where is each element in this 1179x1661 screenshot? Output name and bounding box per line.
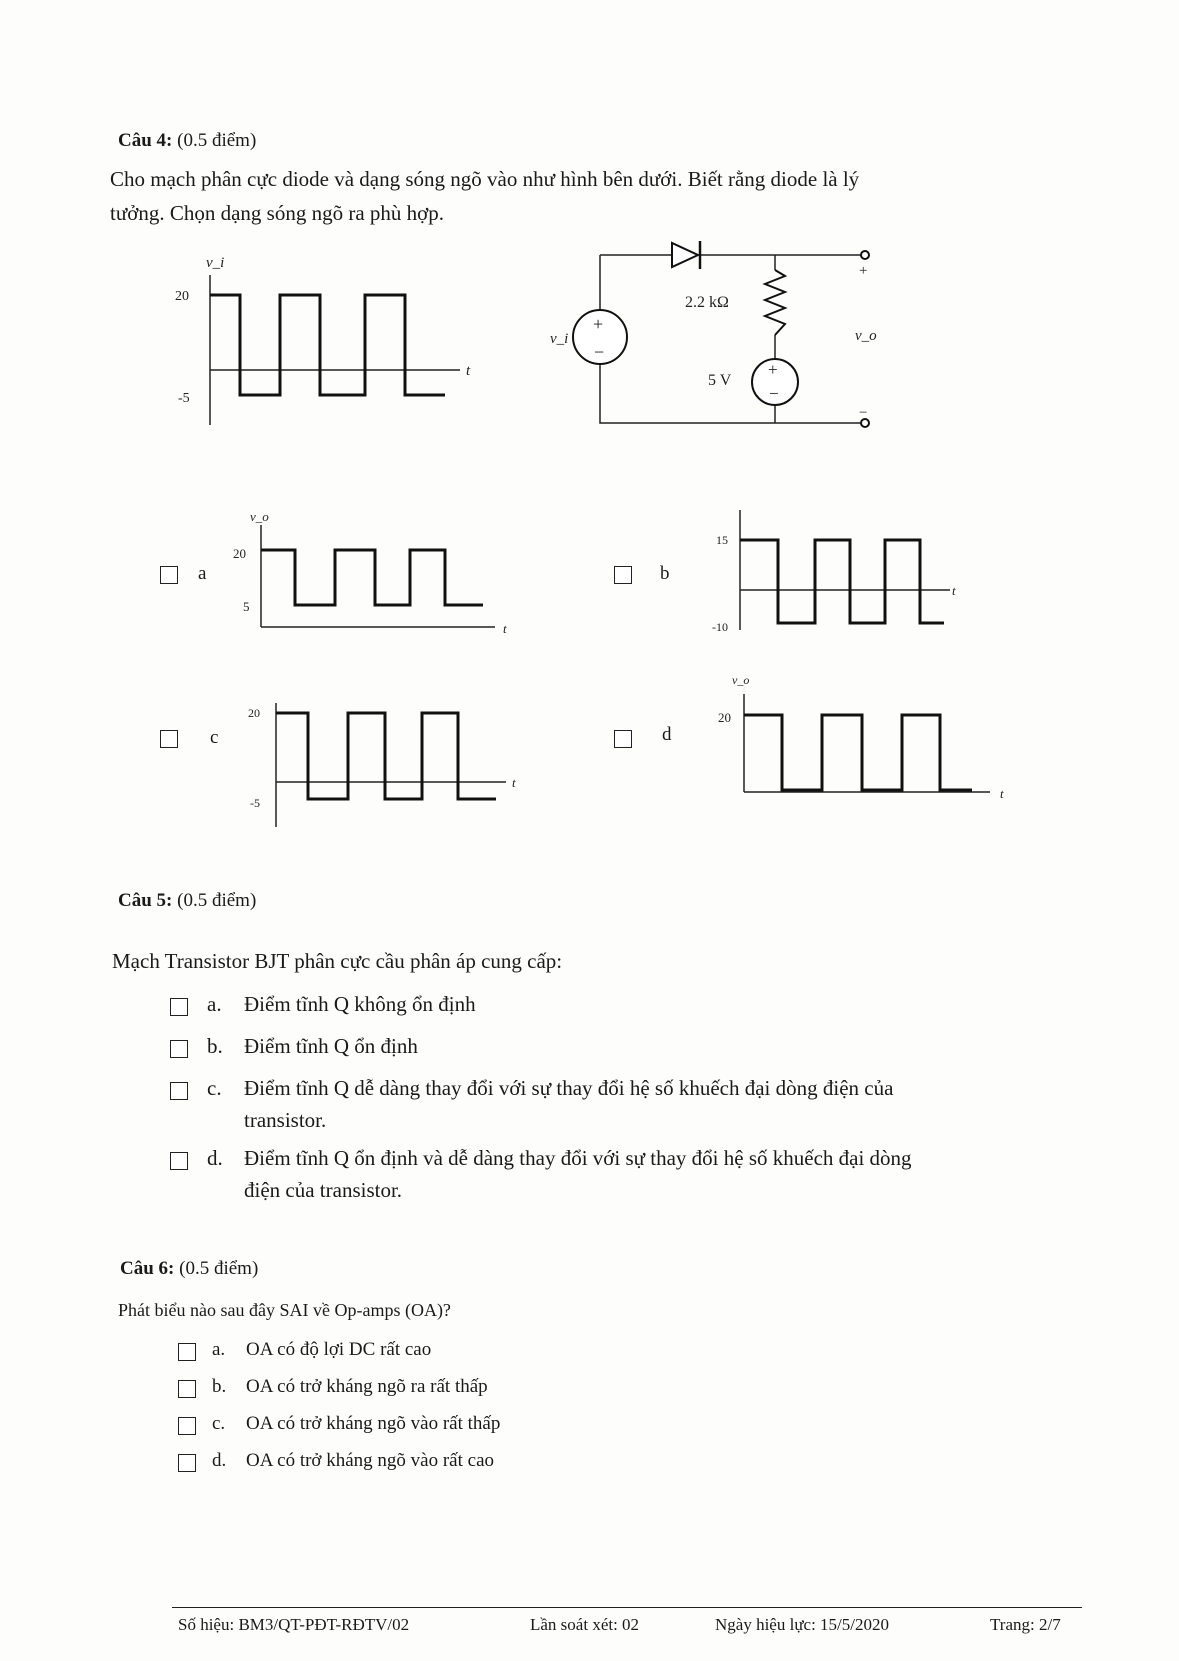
opt-c-trace xyxy=(276,713,496,799)
input-source-icon xyxy=(573,310,627,364)
resistor-label: 2.2 kΩ xyxy=(685,294,729,311)
opt-c-low: -5 xyxy=(250,796,260,810)
q6-label: Câu 6: xyxy=(120,1258,175,1279)
q4-heading xyxy=(118,130,256,152)
footer-effective-date: Ngày hiệu lực: 15/5/2020 xyxy=(715,1615,889,1634)
q5-option-b-letter: b. xyxy=(207,1034,223,1058)
svg-text:+: + xyxy=(593,314,604,334)
q4-option-b-letter: b xyxy=(660,563,670,584)
opt-a-low: 5 xyxy=(243,599,250,614)
q5-option-c-letter: c. xyxy=(207,1076,222,1100)
q6-option-c-text: OA có trở kháng ngõ vào rất thấp xyxy=(246,1413,501,1434)
q6-points: (0.5 điểm) xyxy=(179,1258,259,1279)
q4-text-line2: tưởng. Chọn dạng sóng ngõ ra phù hợp. xyxy=(110,201,444,225)
footer-code: Số hiệu: BM3/QT-PĐT-RĐTV/02 xyxy=(178,1615,410,1634)
battery-label: 5 V xyxy=(708,372,732,389)
opt-d-trace xyxy=(744,715,972,790)
q5-label: Câu 5: xyxy=(118,890,173,911)
q5-option-c-text xyxy=(244,1072,1104,1136)
opt-b-low: -10 xyxy=(712,620,728,634)
q4-text xyxy=(110,162,1120,230)
diode-circuit xyxy=(540,225,900,440)
q6-option-a-letter: a. xyxy=(212,1339,226,1360)
q5-option-c-line2: transistor. xyxy=(244,1108,327,1132)
q6-option-a-text: OA có độ lợi DC rất cao xyxy=(246,1339,432,1360)
battery-source-icon xyxy=(752,359,798,405)
output-plus-sign: + xyxy=(859,263,868,279)
opt-b-xlabel: t xyxy=(952,583,956,598)
q4-option-c-checkbox[interactable] xyxy=(160,730,178,748)
q4-text-line1: Cho mạch phân cực diode và dạng sóng ngõ vào như hình bên dưới. Biết rằng diode là lý xyxy=(110,167,860,191)
svg-text:−: − xyxy=(769,384,779,403)
q4-option-d-checkbox[interactable] xyxy=(614,730,632,748)
q5-option-b-text: Điểm tĩnh Q ổn định xyxy=(244,1034,418,1058)
footer-review: Lần soát xét: 02 xyxy=(530,1615,640,1634)
q5-option-b-checkbox[interactable] xyxy=(170,1040,188,1058)
opt-d-high: 20 xyxy=(718,710,731,725)
q4-option-b-waveform xyxy=(700,505,970,635)
q4-option-b-checkbox[interactable] xyxy=(614,566,632,584)
q5-option-a-letter: a. xyxy=(207,992,222,1016)
q6-option-d-checkbox[interactable] xyxy=(178,1454,196,1472)
input-wave-trace xyxy=(210,295,445,395)
q5-option-a-checkbox[interactable] xyxy=(170,998,188,1016)
q5-option-c-line1: Điểm tĩnh Q dễ dàng thay đổi với sự thay đổi hệ số khuếch đại dòng điện của xyxy=(244,1076,894,1100)
opt-a-high: 20 xyxy=(233,546,246,561)
q5-option-c-checkbox[interactable] xyxy=(170,1082,188,1100)
input-wave-xlabel: t xyxy=(466,363,471,379)
opt-a-trace xyxy=(261,550,483,605)
resistor-icon xyxy=(765,270,785,335)
q6-option-d-text: OA có trở kháng ngõ vào rất cao xyxy=(246,1450,495,1471)
q4-option-c-letter: c xyxy=(210,727,219,748)
opt-d-xlabel: t xyxy=(1000,786,1004,800)
q4-option-a-letter: a xyxy=(198,563,207,584)
input-waveform xyxy=(170,245,500,435)
q5-option-d-letter: d. xyxy=(207,1146,223,1170)
q6-option-b-letter: b. xyxy=(212,1376,227,1397)
q6-text: Phát biểu nào sau đây SAI về Op-amps (OA)? xyxy=(118,1300,451,1320)
q6-option-d-letter: d. xyxy=(212,1450,227,1471)
diode-icon xyxy=(672,241,700,269)
q6-option-c-checkbox[interactable] xyxy=(178,1417,196,1435)
footer-divider xyxy=(172,1607,1082,1608)
svg-text:−: − xyxy=(594,342,605,362)
q5-points: (0.5 điểm) xyxy=(177,890,257,911)
q6-heading xyxy=(120,1258,258,1280)
opt-b-trace xyxy=(740,540,944,623)
q4-option-d-waveform xyxy=(710,670,1020,800)
q5-heading xyxy=(118,890,256,912)
output-minus-sign: − xyxy=(859,405,868,421)
source-label: v_i xyxy=(550,331,569,347)
q4-points: (0.5 điểm) xyxy=(177,130,257,151)
q6-option-b-text: OA có trở kháng ngõ ra rất thấp xyxy=(246,1376,488,1397)
output-label: v_o xyxy=(855,328,877,344)
opt-a-xlabel: t xyxy=(503,621,507,635)
input-wave-ylabel: v_i xyxy=(206,255,225,271)
q5-option-d-text xyxy=(244,1142,1114,1206)
svg-text:+: + xyxy=(768,360,778,379)
q5-option-d-checkbox[interactable] xyxy=(170,1152,188,1170)
q6-option-c-letter: c. xyxy=(212,1413,226,1434)
q4-option-a-waveform xyxy=(225,505,525,635)
opt-a-ylabel: v_o xyxy=(250,509,269,524)
q4-option-a-checkbox[interactable] xyxy=(160,566,178,584)
q4-option-d-letter: d xyxy=(662,724,672,745)
q5-option-a-text: Điểm tĩnh Q không ổn định xyxy=(244,992,476,1016)
input-wave-low-label: -5 xyxy=(178,391,190,406)
opt-b-high: 15 xyxy=(716,533,728,547)
q5-text: Mạch Transistor BJT phân cực cầu phân áp cung cấp: xyxy=(112,949,563,973)
q4-option-c-waveform xyxy=(240,695,530,835)
q5-option-d-line2: điện của transistor. xyxy=(244,1178,403,1202)
input-wave-high-label: 20 xyxy=(175,289,189,304)
q5-option-d-line1: Điểm tĩnh Q ổn định và dễ dàng thay đổi với sự thay đổi hệ số khuếch đại dòng xyxy=(244,1146,912,1170)
footer-page-number: Trang: 2/7 xyxy=(990,1615,1061,1634)
q4-label: Câu 4: xyxy=(118,130,173,151)
opt-d-ylabel: v_o xyxy=(732,673,750,687)
opt-c-high: 20 xyxy=(248,706,260,720)
q6-option-a-checkbox[interactable] xyxy=(178,1343,196,1361)
output-plus-terminal xyxy=(861,251,869,259)
opt-c-xlabel: t xyxy=(512,775,516,790)
q6-option-b-checkbox[interactable] xyxy=(178,1380,196,1398)
